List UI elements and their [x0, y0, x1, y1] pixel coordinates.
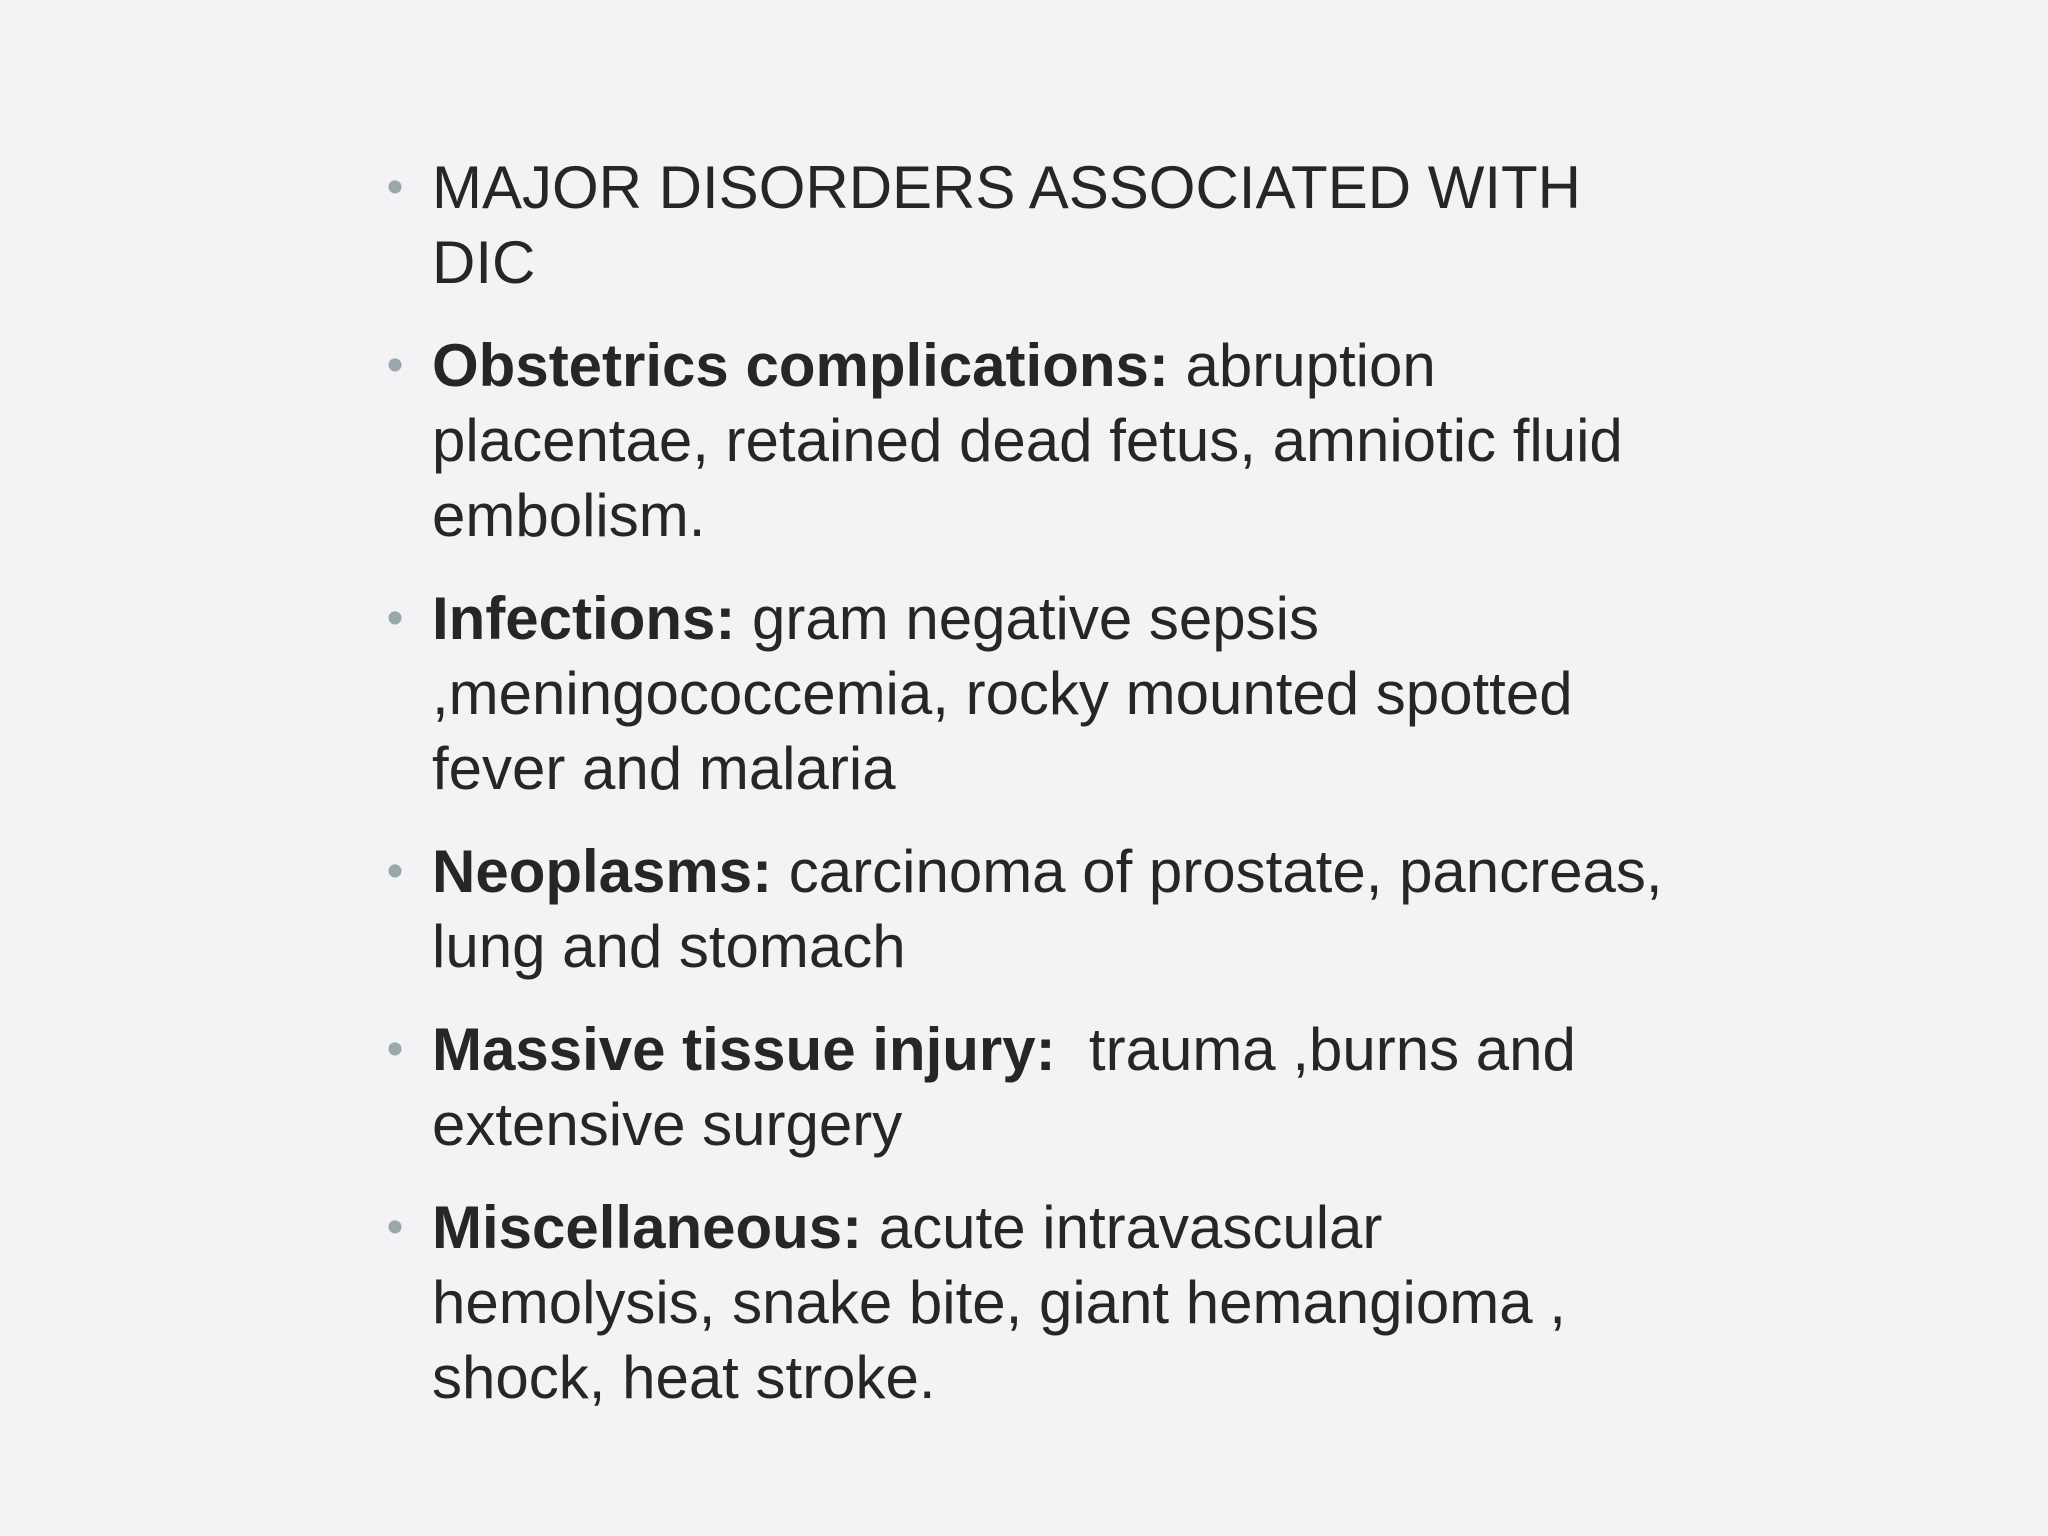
bullet-description: gram negative sepsis ,meningococcemia, rocky mounted spotted fever and malaria: [432, 585, 1573, 802]
bullet-description: carcinoma of prostate, pancreas, lung and stomach: [432, 838, 1663, 980]
bullet-description: MAJOR DISORDERS ASSOCIATED WITH DIC: [432, 154, 1581, 296]
bullet-term: Miscellaneous:: [432, 1194, 863, 1261]
bullet-term: Massive tissue injury:: [432, 1016, 1056, 1083]
bullet-text: [432, 328, 1680, 553]
bullet-item-infections: [380, 581, 1680, 806]
bullet-dot-icon: •: [386, 845, 404, 898]
bullet-item-major-disorders: [380, 150, 1680, 300]
bullet-description: acute intravascular hemolysis, snake bite, giant hemangioma , shock, heat stroke.: [432, 1194, 1566, 1411]
bullet-dot-icon: •: [386, 1201, 404, 1254]
bullet-description: abruption placentae, retained dead fetus, amniotic fluid embolism.: [432, 332, 1623, 549]
bullet-item-massive-tissue-injury: [380, 1012, 1680, 1162]
bullet-text: [432, 1190, 1680, 1415]
bullet-dot-icon: •: [386, 592, 404, 645]
bullet-item-obstetrics: [380, 328, 1680, 553]
bullet-item-miscellaneous: [380, 1190, 1680, 1415]
bullet-dot-icon: •: [386, 339, 404, 392]
bullet-text: [432, 581, 1680, 806]
bullet-text: [432, 1012, 1680, 1162]
bullet-term: Neoplasms:: [432, 838, 773, 905]
bullet-dot-icon: •: [386, 1023, 404, 1076]
bullet-list: [380, 150, 1680, 1443]
bullet-term: Infections:: [432, 585, 736, 652]
bullet-dot-icon: •: [386, 161, 404, 214]
bullet-description: trauma ,burns and extensive surgery: [432, 1016, 1593, 1158]
bullet-text: [432, 834, 1680, 984]
bullet-item-neoplasms: [380, 834, 1680, 984]
bullet-text: [432, 150, 1680, 300]
bullet-term: Obstetrics complications:: [432, 332, 1169, 399]
